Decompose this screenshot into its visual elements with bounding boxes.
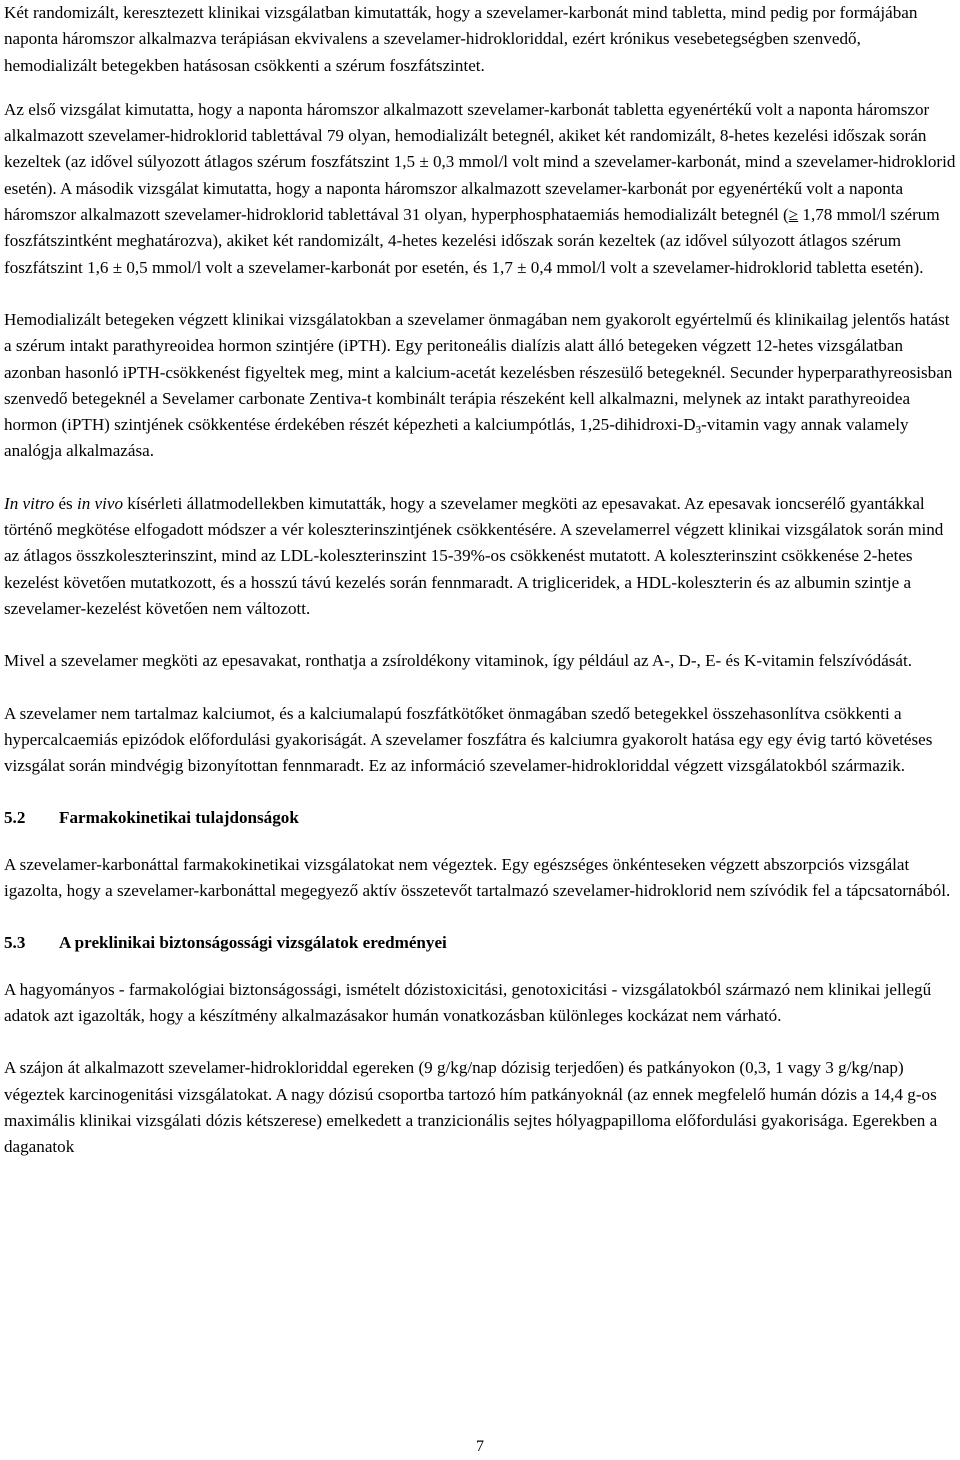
section-heading-5-2 [4,805,958,831]
studies-text-a: Az első vizsgálat kimutatta, hogy a naponta háromszor alkalmazott szevelamer-karbonát tabletta egyenértékű volt a naponta háromszor alkalmazott szevelamer-hidroklorid tablettával 79 olyan, hemodializált betegnél, akiket két randomizált, 8-hetes kezelési időszak során kezeltek (az idővel súlyozott átlagos szérum foszfátszint 1,5 ± 0,3 mmol/l volt mind a szevelamer-karbonát, mind a szevelamer-hidroklorid esetén). A második vizsgálat kimutatta, hogy a naponta háromszor alkalmazott szevelamer-karbonát por egyenértékű volt a naponta háromszor alkalmazott szevelamer-hidroklorid tablettával 31 olyan, hyperphosphataemiás hemodializált betegnél ( [4,99,956,225]
paragraph-preclinical: A hagyományos - farmakológiai biztonságossági, ismételt dózistoxicitási, genotoxicitási - vizsgálatokból származó nem klinikai jellegű adatok azt igazolták, hogy a készítmény alkalmazásakor humán vonatkozásban különleges kockázat nem várható. [4,979,932,1025]
document-page [4,0,958,1160]
bile-acids-and: és [54,493,77,513]
bile-acids-text: kísérleti állatmodellekben kimutatták, hogy a szevelamer megköti az epesavakat. Az epesavak ioncserélő gyantákkal történő megkötése elfogadott módszer a vér koleszterinszintjének csökkentésére. A szevelamerrel végzett klinikai vizsgálatok során mind az átlagos összkoleszterinszint, mind az LDL-koleszterinszint 15-39%-os csökkenést mutatott. A koleszterinszint csökkenése 2-hetes kezelést követően mutatkozott, és a hosszú távú kezelés során fennmaradt. A trigliceridek, a HDL-koleszterin és az albumin szintje a szevelamer-kezelést követően nem változott. [4,493,944,618]
paragraph-calcium: A szevelamer nem tartalmaz kalciumot, és a kalciumalapú foszfátkötőket önmagában szedő betegekkel összehasonlítva csökkenti a hypercalcaemiás epizódok előfordulási gyakoriságát. A szevelamer foszfátra és kalciumra gyakorolt hatása egy egy évig tartó követéses vizsgálat során mindvégig bizonyítottan fennmaradt. Ez az információ szevelamer-hidrokloriddal végzett vizsgálatokból származik. [4,703,933,776]
page-number: 7 [476,1438,484,1455]
vitamin-d-subscript: 3 [695,424,702,437]
paragraph-ipth [4,307,958,465]
paragraph-pharmacokinetics: A szevelamer-karbonáttal farmakokinetikai vizsgálatokat nem végeztek. Egy egészséges önkénteseken végzett abszorpciós vizsgálat igazolta, hogy a szevelamer-karbonáttal megegyező aktív összetevőt tartalmazó szevelamer-hidroklorid nem szívódik fel a tápcsatornából. [4,854,951,901]
ipth-text-a: Hemodializált betegeken végzett klinikai vizsgálatokban a szevelamer önmagában nem gyakorolt egyértelmű és klinikailag jelentős hatást a szérum intakt parathyreoidea hormon szintjére (iPTH). Egy peritoneális dialízis alatt álló betegeken végzett 12-hetes vizsgálatban azonban hasonló iPTH-csökkenést figyeltek meg, mint a kalcium-acetát kezelésben részesülő betegeknél. Secunder hyperparathyreosisban szenvedő betegeknél a Sevelamer carbonate Zentiva-t kombinált terápia részeként kell alkalmazni, melynek az intakt parathyreoidea hormon (iPTH) szintjének csökkentése érdekében részét képezheti a kalciumpótlás, 1,25-dihidroxi-D [4,309,953,435]
in-vitro-italic: In vitro [4,493,55,513]
paragraph-vitamins: Mivel a szevelamer megköti az epesavakat, ronthatja a zsíroldékony vitaminok, így például az A-, D-, E- és K-vitamin felszívódását. [4,651,913,671]
section-number-5-2: 5.2 [4,808,26,828]
in-vivo-italic: in vivo [76,493,124,513]
paragraph-bile-acids [4,491,958,622]
section-title-5-3: A preklinikai biztonságossági vizsgálatok eredményei [59,933,447,953]
ipth-text-b: -vitamin vagy annak valamely analógja alkalmazása. [4,415,909,461]
greater-equal-symbol: ≥ [788,205,799,225]
section-heading-5-3 [4,930,958,956]
paragraph-studies [4,97,958,281]
studies-text-b: 1,78 mmol/l szérum foszfátszintként meghatározva), akiket két randomizált, 4-hetes kezelési időszak során kezeltek (az idővel súlyozott átlagos szérum foszfátszint 1,6 ± 0,5 mmol/l volt a szevelamer-karbonát por esetén, és 1,7 ± 0,4 mmol/l volt a szevelamer-hidroklorid tabletta esetén). [4,205,940,277]
section-number-5-3: 5.3 [4,933,26,953]
paragraph-carcinogenicity: A szájon át alkalmazott szevelamer-hidrokloriddal egereken (9 g/kg/nap dózisig terjedően) és patkányokon (0,3, 1 vagy 3 g/kg/nap) végeztek karcinogenitási vizsgálatokat. A nagy dózisú csoportba tartozó hím patkányoknál (az ennek megfelelő humán dózis a 14,4 g-os maximális klinikai vizsgálati dózis kétszerese) emelkedett a tranzicionális sejtes hólyagpapilloma előfordulási gyakorisága. Egerekben a daganatok [4,1058,938,1157]
paragraph-equivalence: Két randomizált, keresztezett klinikai vizsgálatban kimutatták, hogy a szevelamer-karbonát mind tabletta, mind pedig por formájában naponta háromszor alkalmazva terápiásan ekvivalens a szevelamer-hidrokloriddal, ezért krónikus vesebetegségben szenvedő, hemodializált betegekben hatásosan csökkenti a szérum foszfátszintet. [4,3,918,75]
section-title-5-2: Farmakokinetikai tulajdonságok [59,808,299,828]
